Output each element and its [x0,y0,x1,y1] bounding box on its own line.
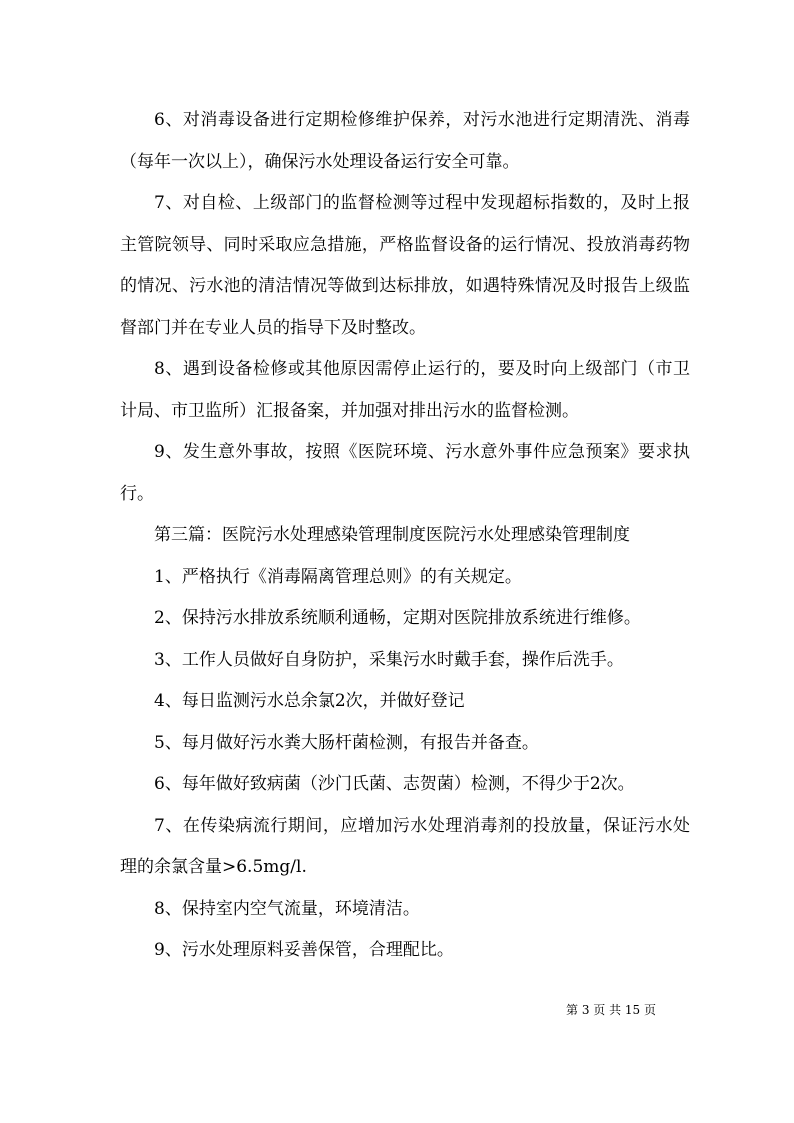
section-heading-part-three: 第三篇：医院污水处理感染管理制度医院污水处理感染管理制度 [154,525,630,545]
list-item-8: 8、保持室内空气流量，环境清洁。 [154,898,420,919]
paragraph-6-disinfection-maintenance: 6、对消毒设备进行定期检修维护保养，对污水池进行定期清洗、消毒（每年一次以上），确保污水处理设备运行安全可靠。 [120,110,690,172]
page-number-footer: 第 3 页 共 15 页 [566,1003,656,1017]
paragraph-9-accident-response: 9、发生意外事故，按照《医院环境、污水意外事件应急预案》要求执行。 [120,442,690,504]
list-item-4: 4、每日监测污水总余氯2次，并做好登记 [154,691,465,711]
list-item-9: 9、污水处理原料妥善保管，合理配比。 [154,940,454,960]
paragraph-8-equipment-stoppage: 8、遇到设备检修或其他原因需停止运行的，要及时向上级部门（市卫计局、市卫监所）汇报备案，并加强对排出污水的监督检测。 [120,359,690,421]
list-item-1: 1、严格执行《消毒隔离管理总则》的有关规定。 [154,566,522,587]
list-item-7: 7、在传染病流行期间，应增加污水处理消毒剂的投放量，保证污水处理的余氯含量>6.5mg/l. [120,815,690,877]
list-item-6: 6、每年做好致病菌（沙门氏菌、志贺菌）检测，不得少于2次。 [154,774,635,794]
paragraph-7-supervision-reporting: 7、对自检、上级部门的监督检测等过程中发现超标指数的，及时上报主管院领导、同时采取应急措施，严格监督设备的运行情况、投放消毒药物的情况、污水池的清洁情况等做到达标排放，如遇特殊情况及时报告上级监督部门并在专业人员的指导下及时整改。 [120,193,690,338]
document-body [120,100,690,972]
list-item-5: 5、每月做好污水粪大肠杆菌检测，有报告并备查。 [154,732,539,753]
list-item-3: 3、工作人员做好自身防护，采集污水时戴手套，操作后洗手。 [154,649,624,670]
list-item-2: 2、保持污水排放系统顺利通畅，定期对医院排放系统进行维修。 [154,608,641,628]
